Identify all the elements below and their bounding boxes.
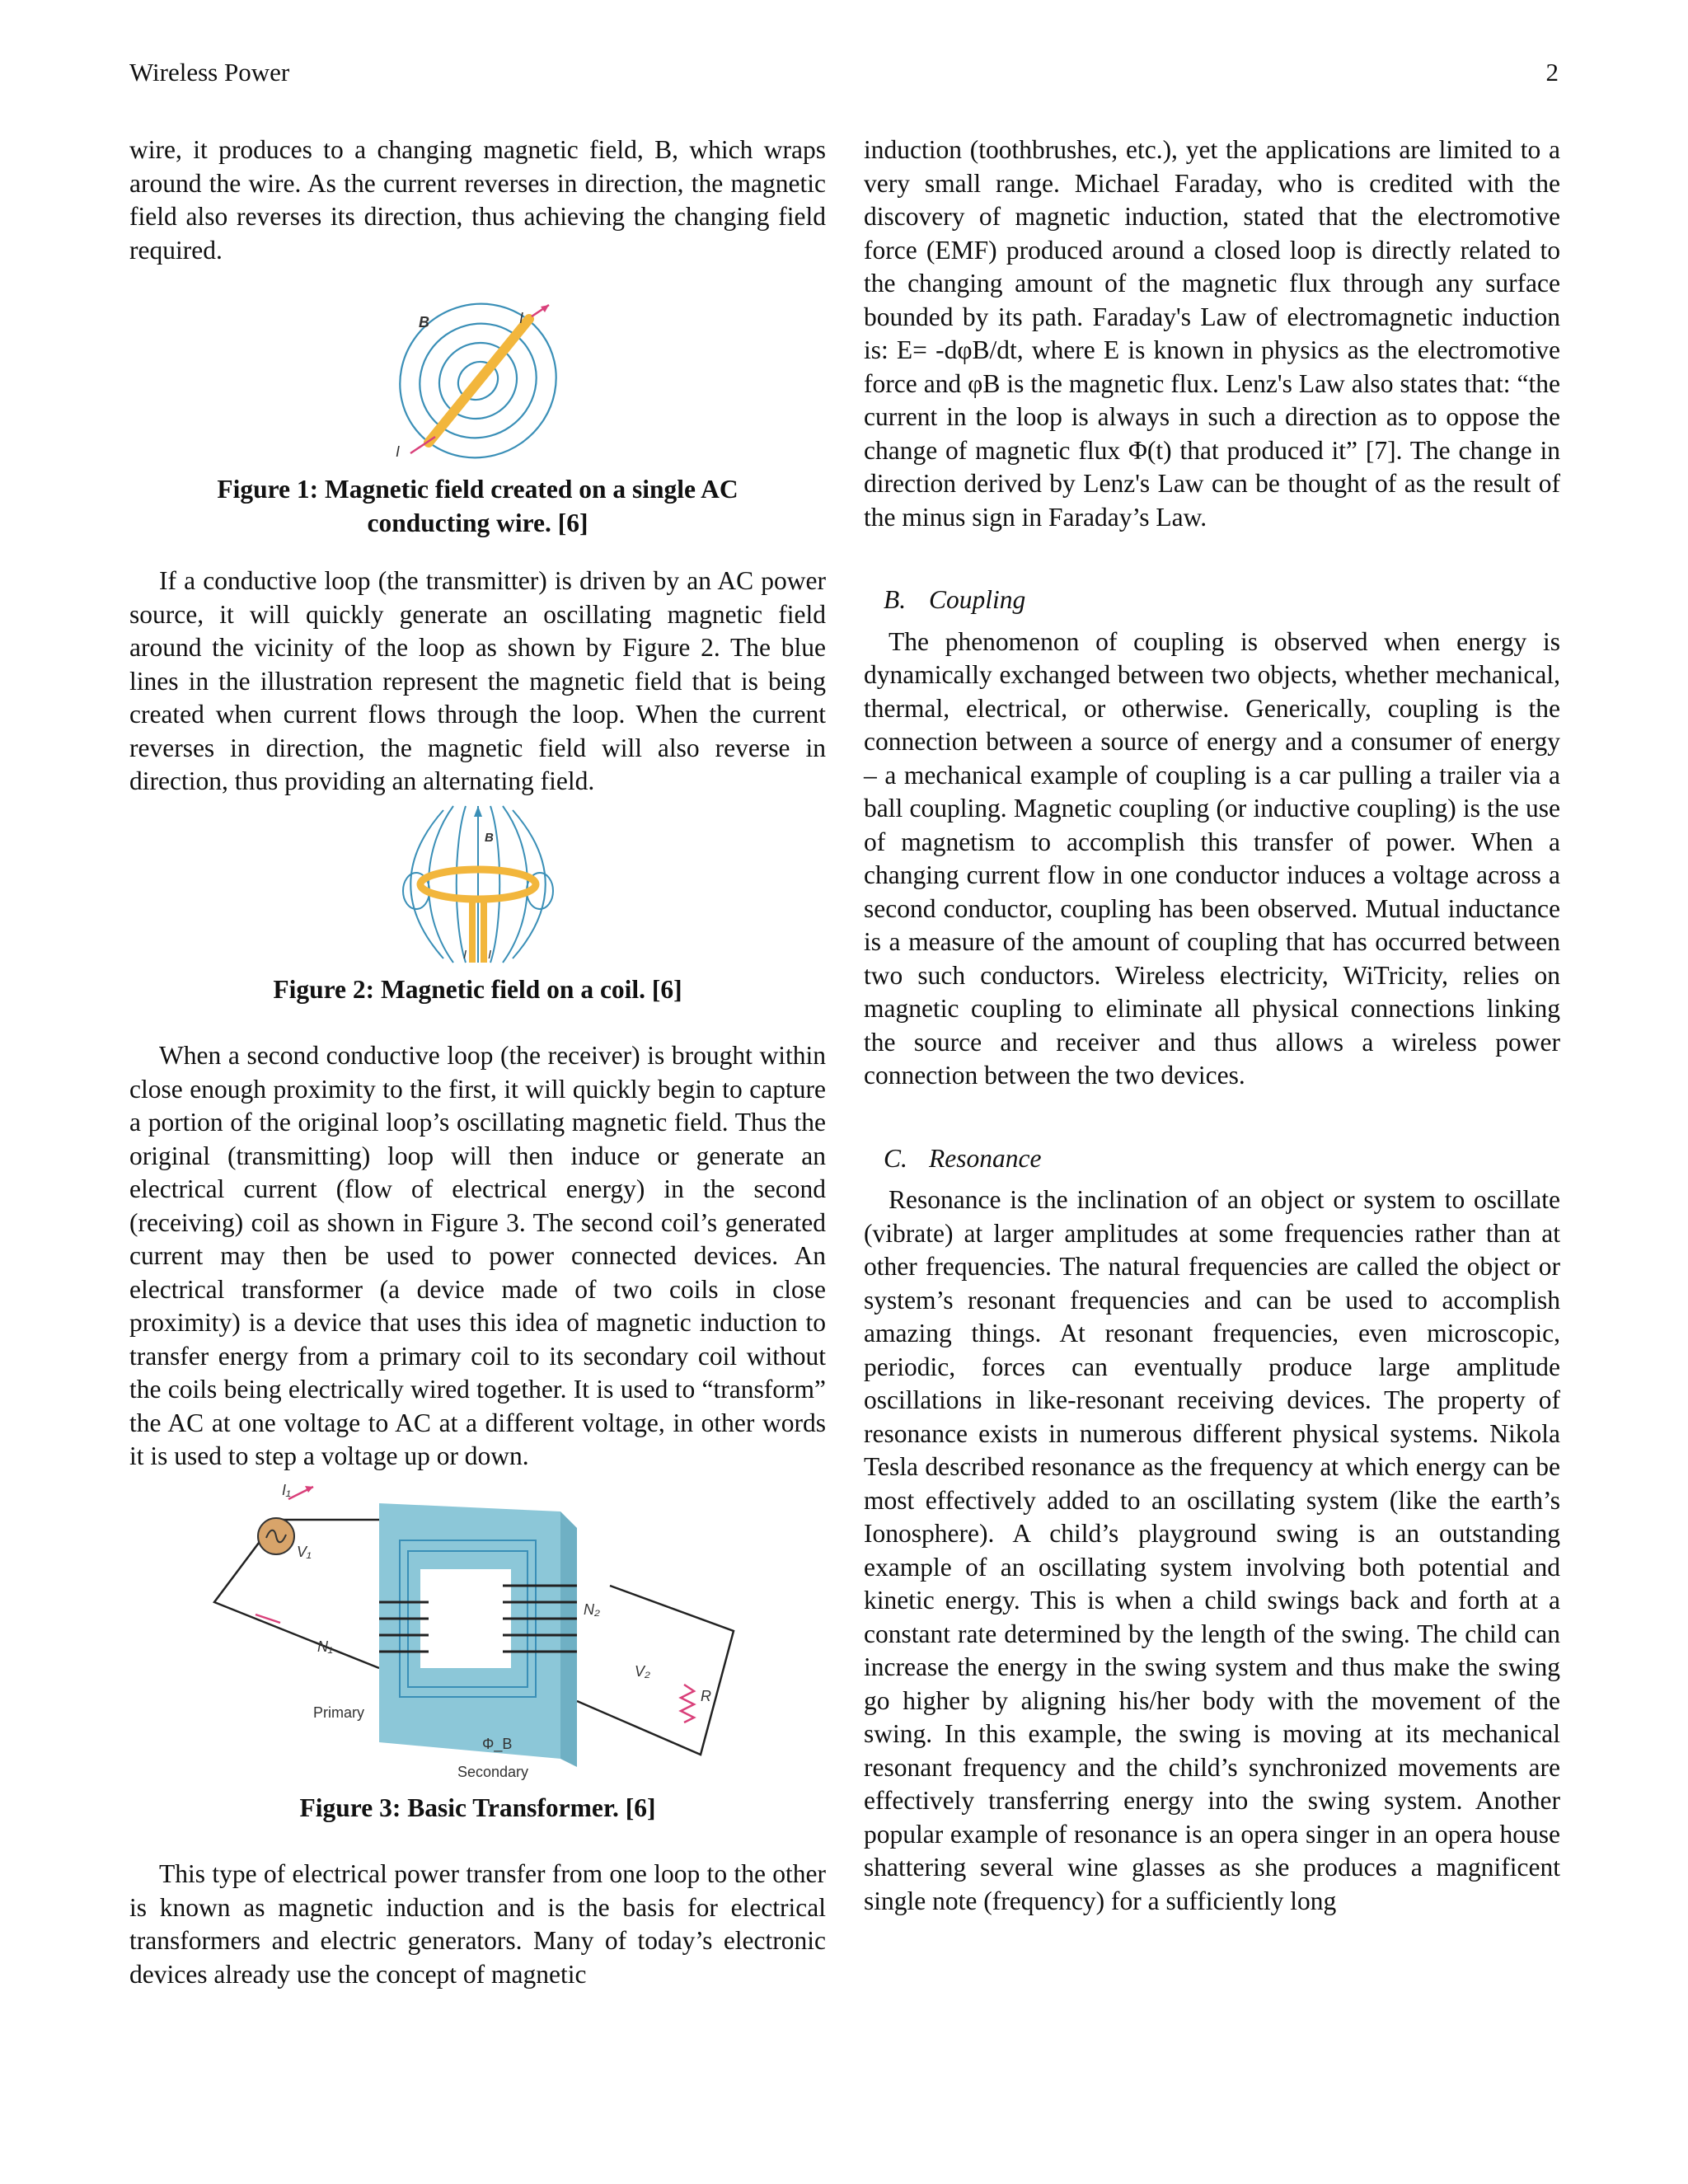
- fig1-label-i-top: I: [518, 310, 523, 326]
- fig3-label-i1: I₁: [281, 1481, 291, 1498]
- left-paragraph-2: If a conductive loop (the transmitter) is driven by an AC power source, it will quickly generate an oscillating magnetic field around the vicinity of the loop as shown by Figure 2. The blue lines in the illustration represent the magnetic field that is being created when current flows through the loop. When the current reverses in direction, the magnetic field will also reverse in direction, thus providing an alternating field.: [129, 566, 826, 795]
- figure-1-wire-field-illustration: [387, 298, 569, 463]
- left-paragraph-4: This type of electrical power transfer from one loop to the other is known as magnetic induction and is the basis for electrical transformers and electric generators. Many of today’s electronic devices already use the concept of magnetic: [129, 1859, 826, 1989]
- section-b-title: Coupling: [929, 585, 1026, 614]
- fig2-label-i-left: I: [462, 947, 467, 962]
- section-c-title: Resonance: [929, 1143, 1042, 1173]
- left-paragraph-1: wire, it produces to a changing magnetic field, B, which wraps around the wire. As the current reverses in direction, the magnetic field also reverses its direction, thus achieving the changing field required.: [129, 135, 826, 265]
- figure-3: [129, 1479, 826, 1792]
- fig3-label-phi: Φ_B: [481, 1735, 512, 1752]
- right-column: [864, 134, 1560, 1918]
- figure-3-transformer-illustration: [190, 1479, 767, 1792]
- fig3-label-v2: V₂: [634, 1662, 650, 1680]
- fig3-label-r: R: [700, 1687, 711, 1704]
- section-c-heading: [864, 1142, 1560, 1176]
- fig3-label-n1: N₁: [316, 1638, 333, 1655]
- running-title: Wireless Power: [129, 58, 290, 87]
- section-c-letter: C.: [884, 1143, 907, 1173]
- page-header: [129, 58, 1559, 91]
- fig2-label-b: B: [484, 830, 494, 845]
- section-b-heading: [864, 583, 1560, 617]
- figure-2: [129, 802, 826, 967]
- fig1-label-i-bottom: I: [395, 443, 400, 460]
- figure-2-coil-field-illustration: [396, 802, 560, 967]
- page-number: 2: [1545, 58, 1559, 87]
- section-b-letter: B.: [884, 585, 907, 614]
- fig3-label-v1: V₁: [296, 1543, 312, 1560]
- figure-2-caption: Figure 2: Magnetic field on a coil. [6]: [273, 974, 682, 1004]
- fig3-label-primary: Primary: [312, 1704, 364, 1721]
- right-paragraph-2: The phenomenon of coupling is observed when energy is dynamically exchanged between two objects, whether mechanical, thermal, electrical, or otherwise. Generically, coupling is the connection between a source of energy and a consumer of energy – a mechanical example of coupling is a car pulling a trailer via a ball coupling. Magnetic coupling (or inductive coupling) is the use of magnetism to accomplish this transfer of power. When a changing current flow in one conductor induces a voltage across a second conductor, coupling has been observed. Mutual inductance is a measure of the amount of coupling that has occurred between two such conductors. Wireless electricity, WiTricity, relies on magnetic coupling to eliminate all physical connections linking the source and receiver and thus allows a wireless power connection between the two devices.: [864, 626, 1560, 1090]
- right-paragraph-1: induction (toothbrushes, etc.), yet the applications are limited to a very small range. Michael Faraday, who is credited with the discovery of magnetic induction, stated that the electromotive force (EMF) produced around a closed loop is directly related to the changing amount of the magnetic flux through any surface bounded by its path. Faraday's Law of electromagnetic induction is: E= -dφB/dt, where E is known in physics as the electromotive force and φB is the magnetic flux. Lenz's Law also states that: “the current in the loop is always in such a direction as to oppose the change of magnetic flux Φ(t) that produced it” [7]. The change in direction derived by Lenz's Law can be thought of as the result of the minus sign in Faraday’s Law.: [864, 135, 1560, 532]
- figure-3-caption: Figure 3: Basic Transformer. [6]: [299, 1793, 656, 1822]
- fig2-label-i-right: I: [487, 947, 491, 962]
- left-column: [129, 134, 826, 1991]
- figure-1-caption-line-2: conducting wire. [6]: [367, 508, 588, 537]
- fig1-label-b: B: [418, 314, 429, 330]
- left-paragraph-3: When a second conductive loop (the receiver) is brought within close enough proximity to the first, it will quickly begin to capture a portion of the original loop’s oscillating magnetic field. Thus the original (transmitting) loop will then induce or generate an electrical current (flow of electrical energy) in the second (receiving) coil as shown in Figure 3. The second coil’s generated current may then be used to power connected devices. An electrical transformer (a device made of two coils in close proximity) is a device that uses this idea of magnetic induction to transfer energy from a primary coil to its secondary coil without the coils being electrically wired together. It is used to “transform” the AC at one voltage to AC at a different voltage, in other words it is used to step a voltage up or down.: [129, 1041, 826, 1470]
- right-paragraph-3: Resonance is the inclination of an object or system to oscillate (vibrate) at larger amplitudes at some frequencies rather than at other frequencies. The natural frequencies are called the object or system’s resonant frequencies and can be used to accomplish amazing things. At resonant frequencies, even microscopic, periodic, forces can eventually produce large amplitude oscillations in like-resonant receiving devices. The property of resonance exists in numerous different physical systems. Nikola Tesla described resonance as the frequency at which energy can be most effectively added to an oscillating system (like the earth’s Ionosphere). A child’s playground swing is an outstanding example of an oscillating system involving both potential and kinetic energy. This is when a child swings back and forth at a constant rate determined by the length of the swing. The child can increase the energy in the swing system and thus make the swing go higher by aligning his/her body with the movement of the swing. In this example, the swing is moving at its mechanical resonant frequency and the child’s synchronized movements are effectively transferring energy into the swing system. Another popular example of resonance is an opera singer in an opera house shattering several wine glasses as she produces a magnificent single note (frequency) for a sufficiently long: [864, 1185, 1560, 1915]
- fig3-label-n2: N₂: [583, 1601, 600, 1618]
- figure-1: [129, 298, 826, 463]
- fig3-label-secondary: Secondary: [457, 1763, 528, 1780]
- figure-1-caption-line-1: Figure 1: Magnetic field created on a single AC: [217, 475, 738, 504]
